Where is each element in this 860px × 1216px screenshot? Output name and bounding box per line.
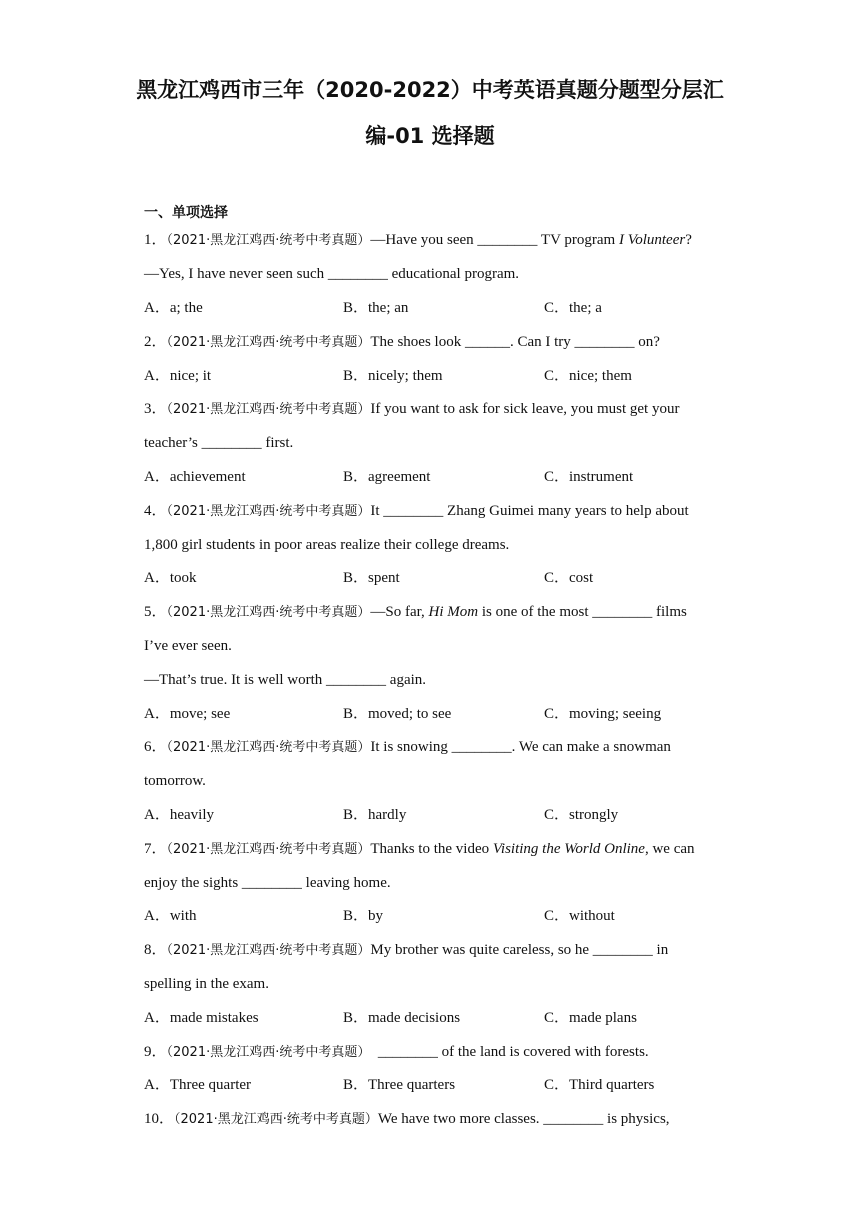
question-6: [144, 737, 724, 758]
question-italic-title: I Volunteer: [618, 232, 686, 248]
document-title-line-2: 编-01 选择题: [365, 124, 495, 148]
question-7: [144, 839, 724, 860]
question-source: （2021·黑龙江鸡西·统考中考真题）: [166, 402, 371, 417]
question-10: [144, 1109, 724, 1130]
question-2: [144, 332, 724, 353]
question-text: The shoes look ______. Can I try ________ on?: [370, 334, 660, 350]
question-text: My brother was quite careless, so he ________ in: [370, 942, 669, 958]
question-number: 3．: [144, 401, 167, 417]
question-6-line-2: tomorrow.: [144, 773, 206, 789]
question-9: [144, 1042, 724, 1063]
option-b: B．nicely; them: [343, 368, 443, 384]
question-text: We have two more classes. ________ is physics,: [377, 1111, 670, 1127]
question-text: It is snowing ________. We can make a snowman: [370, 739, 671, 755]
question-1: [144, 230, 724, 251]
question-3-line-2: teacher’s ________ first.: [144, 435, 294, 451]
question-source: （2021·黑龙江鸡西·统考中考真题）: [166, 605, 371, 620]
section-heading: 一、单项选择: [144, 205, 228, 221]
question-text: —So far,: [370, 604, 429, 620]
question-number: 5．: [144, 604, 167, 620]
option-c: C．without: [544, 908, 615, 924]
option-b: B．the; an: [343, 300, 409, 316]
option-c: C．the; a: [544, 300, 602, 316]
option-c: C．strongly: [544, 807, 619, 823]
question-text: —Have you seen ________ TV program: [370, 232, 619, 248]
option-b: B．made decisions: [343, 1010, 461, 1026]
question-8: [144, 940, 724, 961]
question-source: （2021·黑龙江鸡西·统考中考真题）: [166, 943, 371, 958]
question-number: 7．: [144, 841, 167, 857]
question-number: 4．: [144, 503, 167, 519]
option-a: A．heavily: [144, 807, 214, 823]
option-c: C．made plans: [544, 1010, 637, 1026]
option-b: B．spent: [343, 570, 400, 586]
question-number: 10．: [144, 1111, 175, 1127]
question-source: （2021·黑龙江鸡西·统考中考真题）: [166, 233, 371, 248]
question-7-line-2: enjoy the sights ________ leaving home.: [144, 875, 391, 891]
question-source: （2021·黑龙江鸡西·统考中考真题）: [166, 740, 371, 755]
question-source: （2021·黑龙江鸡西·统考中考真题）: [166, 1045, 371, 1060]
question-number: 2．: [144, 334, 167, 350]
option-a: A．Three quarter: [144, 1077, 252, 1093]
question-source: （2021·黑龙江鸡西·统考中考真题）: [166, 504, 371, 519]
question-number: 6．: [144, 739, 167, 755]
document-title-line-1: 黑龙江鸡西市三年（2020-2022）中考英语真题分题型分层汇: [136, 78, 724, 102]
question-5-line-2: I’ve ever seen.: [144, 638, 232, 654]
option-c: C．moving; seeing: [544, 706, 662, 722]
question-italic-title: Visiting the World Online: [492, 841, 645, 857]
question-8-line-2: spelling in the exam.: [144, 976, 269, 992]
option-a: A．with: [144, 908, 197, 924]
question-5: [144, 602, 724, 623]
question-text: It ________ Zhang Guimei many years to help about: [370, 503, 689, 519]
question-5-line-3: —That’s true. It is well worth ________ again.: [144, 672, 427, 688]
option-a: A．achievement: [144, 469, 246, 485]
option-c: C．Third quarters: [544, 1077, 655, 1093]
question-number: 1．: [144, 232, 167, 248]
question-text: If you want to ask for sick leave, you must get your: [370, 401, 680, 417]
option-a: A．nice; it: [144, 368, 212, 384]
question-text: ________ of the land is covered with forests.: [370, 1044, 649, 1060]
question-text: Thanks to the video: [370, 841, 493, 857]
question-text: , we can: [644, 841, 695, 857]
option-a: A．a; the: [144, 300, 203, 316]
option-c: C．instrument: [544, 469, 634, 485]
question-number: 8．: [144, 942, 167, 958]
question-3: [144, 399, 724, 420]
question-number: 9．: [144, 1044, 167, 1060]
option-b: B．agreement: [343, 469, 431, 485]
option-a: A．made mistakes: [144, 1010, 259, 1026]
question-4-line-2: 1,800 girl students in poor areas realize their college dreams.: [144, 537, 510, 553]
question-4: [144, 501, 724, 522]
option-b: B．moved; to see: [343, 706, 452, 722]
question-text: is one of the most ________ films: [478, 604, 687, 620]
option-b: B．hardly: [343, 807, 407, 823]
question-source: （2021·黑龙江鸡西·统考中考真题）: [174, 1112, 378, 1127]
question-source: （2021·黑龙江鸡西·统考中考真题）: [166, 842, 371, 857]
question-text: ?: [685, 232, 692, 248]
question-1-line-2: —Yes, I have never seen such ________ educational program.: [144, 266, 520, 282]
option-b: B．Three quarters: [343, 1077, 456, 1093]
question-source: （2021·黑龙江鸡西·统考中考真题）: [166, 335, 371, 350]
option-c: C．cost: [544, 570, 594, 586]
question-italic-title: Hi Mom: [428, 604, 479, 620]
option-a: A．move; see: [144, 706, 231, 722]
option-a: A．took: [144, 570, 197, 586]
option-c: C．nice; them: [544, 368, 632, 384]
option-b: B．by: [343, 908, 384, 924]
